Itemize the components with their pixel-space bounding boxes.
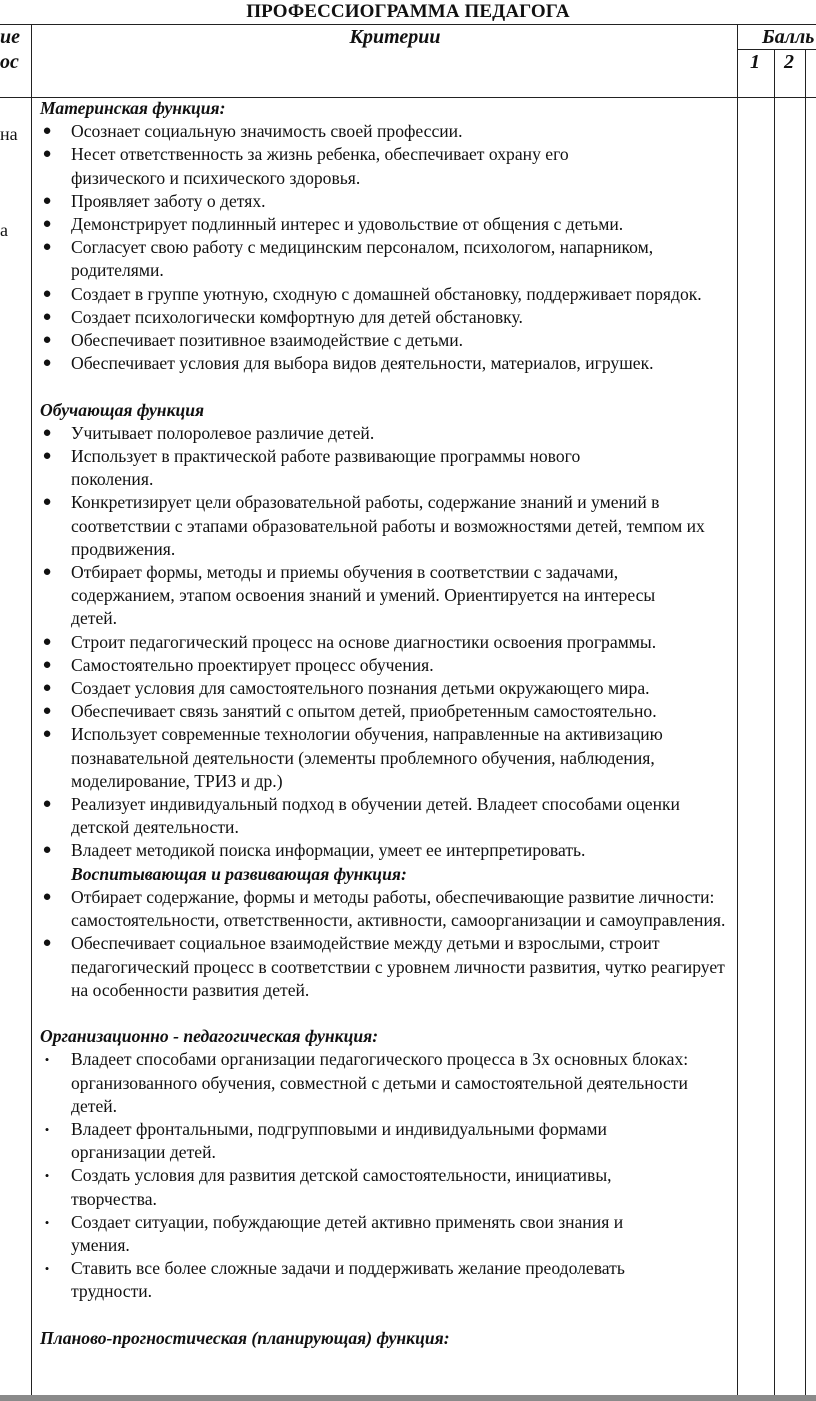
bullet-icon: ● bbox=[42, 123, 52, 140]
bullet-icon: ● bbox=[42, 656, 52, 673]
criteria-cell bbox=[40, 97, 730, 1350]
list-item: • Владеет фронтальными, подгрупповыми и индивидуальными формами организации детей. bbox=[40, 1118, 700, 1164]
list-item: ● Проявляет заботу о детях. bbox=[40, 190, 730, 213]
list-item: ● Несет ответственность за жизнь ребенка, обеспечивает охрану его физического и психического здоровья. bbox=[40, 143, 730, 189]
section-title: Воспитывающая и развивающая функция: bbox=[71, 863, 407, 884]
list-item: • Создает ситуации, побуждающие детей активно применять свои знания и умения. bbox=[40, 1211, 700, 1257]
bullet-icon: ● bbox=[42, 703, 52, 720]
section-maternal-function bbox=[40, 97, 730, 375]
bullet-icon: ● bbox=[42, 796, 52, 813]
criteria-header: Критерии bbox=[349, 26, 441, 48]
list-item: ● Отбирает содержание, формы и методы работы, обеспечивающие развитие личности: самостоятельности, ответственности, активности, самоорганизации и самоуправления. bbox=[40, 886, 730, 932]
score-column-1-header: 1 bbox=[750, 51, 760, 73]
list-item: ● Обеспечивает социальное взаимодействие между детьми и взрослыми, строит педагогический процесс в соответствии с уровнем личности развития, чутко реагирует на особенности развития детей. bbox=[40, 932, 730, 1002]
list-item: ● Учитывает полоролевое различие детей. bbox=[40, 422, 730, 445]
section-title: Организационно - педагогическая функция: bbox=[40, 1026, 379, 1047]
document-title: ПРОФЕССИОГРАММА ПЕДАГОГА bbox=[246, 1, 570, 22]
score-col-1-divider bbox=[774, 49, 775, 1396]
bullet-icon: ● bbox=[42, 448, 52, 465]
list-item: ● Создает в группе уютную, сходную с домашней обстановку, поддерживает порядок. bbox=[40, 283, 730, 306]
list-item: ● Обеспечивает позитивное взаимодействие с детьми. bbox=[40, 329, 730, 352]
bullet-icon: ● bbox=[42, 146, 52, 163]
section-spacer bbox=[40, 375, 730, 398]
section-title: Обучающая функция bbox=[40, 399, 205, 420]
bullet-icon: • bbox=[44, 1168, 50, 1184]
bullet-icon: • bbox=[44, 1121, 50, 1137]
list-item: ● Создает условия для самостоятельного познания детьми окружающего мира. bbox=[40, 677, 730, 700]
bullet-icon: ● bbox=[42, 216, 52, 233]
list-item: ● Реализует индивидуальный подход в обучении детей. Владеет способами оценки детской деятельности. bbox=[40, 793, 730, 839]
bullet-icon: ● bbox=[42, 355, 52, 372]
criteria-list bbox=[40, 422, 730, 863]
left-column-fragment-1: на bbox=[0, 124, 18, 144]
bullet-icon: • bbox=[44, 1052, 50, 1068]
bullet-icon: ● bbox=[42, 424, 52, 441]
bullet-icon: ● bbox=[42, 726, 52, 743]
list-item: ● Использует в практической работе развивающие программы нового поколения. bbox=[40, 445, 730, 491]
scores-header: Балль bbox=[762, 26, 815, 48]
criteria-list bbox=[40, 886, 730, 1002]
bullet-icon: ● bbox=[42, 888, 52, 905]
bullet-icon: ● bbox=[42, 239, 52, 256]
section-title: Планово-прогностическая (планирующая) функция: bbox=[40, 1327, 450, 1348]
bullet-icon: ● bbox=[42, 842, 52, 859]
section-teaching-function bbox=[40, 399, 730, 863]
section-planning-function bbox=[40, 1327, 730, 1350]
list-item: ● Создает психологически комфортную для детей обстановку. bbox=[40, 306, 730, 329]
bullet-icon: ● bbox=[42, 633, 52, 650]
page-bottom-edge bbox=[0, 1395, 816, 1401]
list-item: • Ставить все более сложные задачи и поддерживать желание преодолевать трудности. bbox=[40, 1257, 700, 1303]
section-spacer bbox=[40, 1002, 730, 1025]
left-column-fragment-2: а bbox=[0, 220, 8, 240]
bullet-icon: ● bbox=[42, 680, 52, 697]
score-column-2-header: 2 bbox=[784, 51, 794, 73]
list-item: ● Использует современные технологии обучения, направленные на активизацию познавательной деятельности (элементы проблемного обучения, наблюдения, моделирование, ТРИЗ и др.) bbox=[40, 723, 730, 793]
list-item: ● Демонстрирует подлинный интерес и удовольствие от общения с детьми. bbox=[40, 213, 730, 236]
list-item: ● Согласует свою работу с медицинским персоналом, психологом, напарником, родителями. bbox=[40, 236, 730, 282]
bullet-icon: ● bbox=[42, 935, 52, 952]
score-col-2-divider bbox=[805, 49, 806, 1396]
list-item: ● Строит педагогический процесс на основе диагностики освоения программы. bbox=[40, 631, 730, 654]
section-organizational-function bbox=[40, 1025, 730, 1303]
criteria-column-divider bbox=[737, 24, 738, 1396]
section-title: Материнская функция: bbox=[40, 98, 226, 118]
list-item: ● Осознает социальную значимость своей профессии. bbox=[40, 120, 730, 143]
bullet-icon: ● bbox=[42, 308, 52, 325]
bullet-icon: ● bbox=[42, 192, 52, 209]
list-item: ● Отбирает формы, методы и приемы обучения в соответствии с задачами, содержанием, этапом освоения знаний и умений. Ориентируется на интересы детей. bbox=[40, 561, 730, 631]
table-top-border bbox=[0, 24, 816, 25]
list-item: ● Самостоятельно проектирует процесс обучения. bbox=[40, 654, 730, 677]
criteria-list bbox=[40, 120, 730, 375]
bullet-icon: ● bbox=[42, 564, 52, 581]
list-item: ● Обеспечивает связь занятий с опытом детей, приобретенным самостоятельно. bbox=[40, 700, 730, 723]
list-item: ● Обеспечивает условия для выбора видов деятельности, материалов, игрушек. bbox=[40, 352, 730, 375]
bullet-icon: ● bbox=[42, 332, 52, 349]
bullet-icon: • bbox=[44, 1214, 50, 1230]
list-item: • Владеет способами организации педагогического процесса в 3х основных блоках: организованного обучения, совместной с детьми и самостоятельной деятельности детей. bbox=[40, 1048, 700, 1118]
criteria-list bbox=[40, 1048, 730, 1303]
list-item: • Создать условия для развития детской самостоятельности, инициативы, творчества. bbox=[40, 1164, 700, 1210]
left-column-header-line1: ие bbox=[0, 26, 20, 48]
list-item: ● Конкретизирует цели образовательной работы, содержание знаний и умений в соответствии с этапами образовательной работы и возможностями детей, темпом их продвижения. bbox=[40, 491, 730, 561]
bullet-icon: ● bbox=[42, 285, 52, 302]
section-upbringing-function bbox=[40, 863, 730, 1002]
left-column-divider bbox=[31, 24, 32, 1396]
section-spacer bbox=[40, 1304, 730, 1327]
list-item: ● Владеет методикой поиска информации, умеет ее интерпретировать. bbox=[40, 839, 730, 862]
left-column-header-line2: ос bbox=[0, 51, 19, 73]
bullet-icon: • bbox=[44, 1261, 50, 1277]
bullet-icon: ● bbox=[42, 494, 52, 511]
